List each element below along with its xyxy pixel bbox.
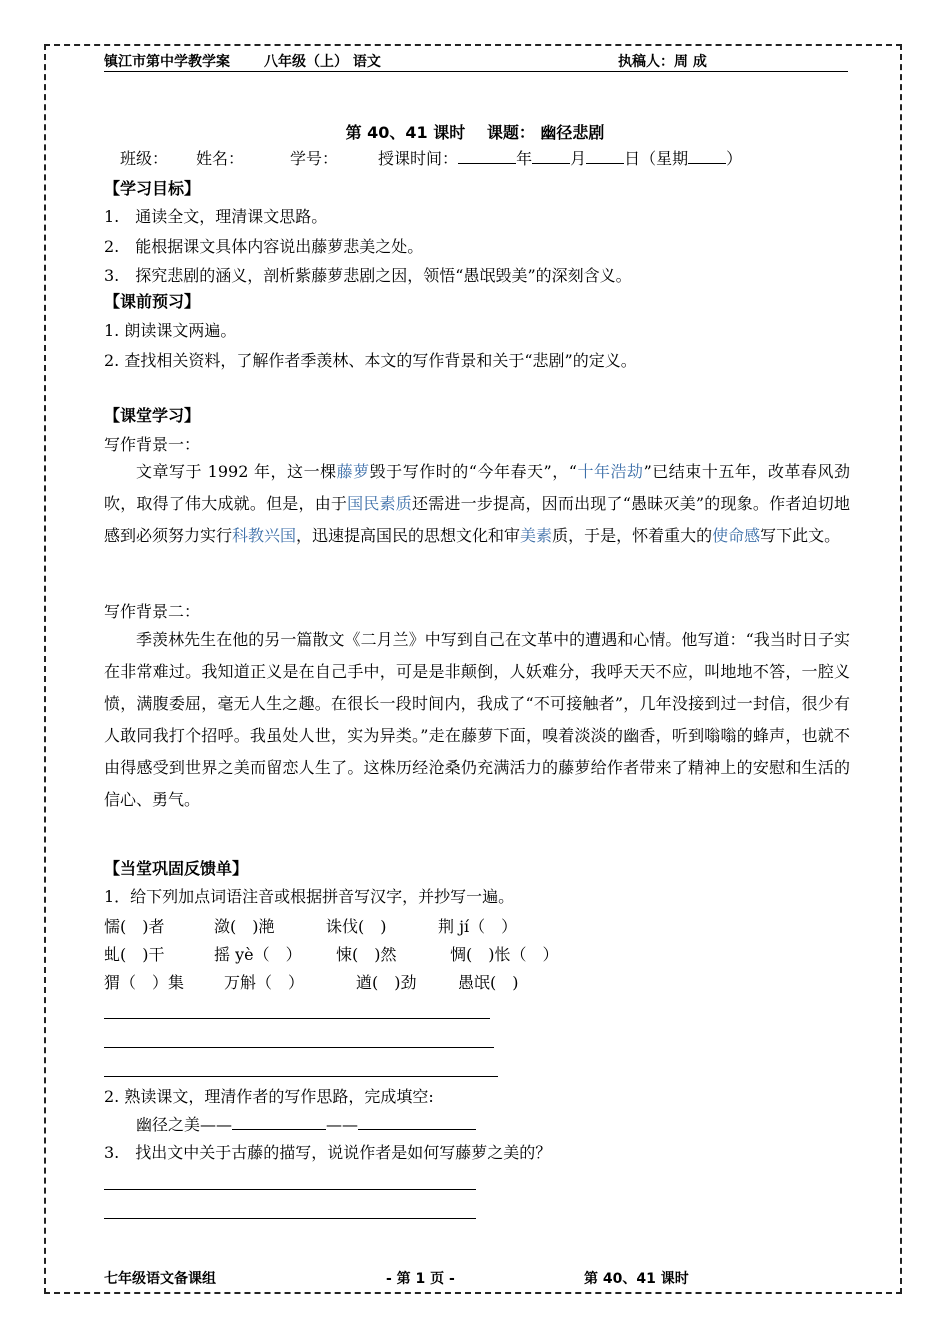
pinyin-row-1 [104, 916, 850, 938]
feedback-heading: 【当堂巩固反馈单】 [104, 859, 249, 878]
class-label: 班级： [120, 149, 169, 168]
background-one-text: 文章写于 1992 年，这一棵藤萝毁于写作时的“今年春天”，“十年浩劫”已结束十五年，改革春风劲吹，取得了伟大成就。但是，由于国民素质还需进一步提高，因而出现了“愚昧灭美”的现象。作者迫切地感到必须努力实行科教兴国，迅速提高国民的思想文化和审美素质，于是，怀着重大的使命感写下此文。 [104, 462, 850, 545]
pinyin-item[interactable]: 悚( )然 [336, 945, 397, 964]
pinyin-row-2 [104, 944, 850, 966]
footer-page-number: - 第 1 页 - [386, 1271, 455, 1287]
pinyin-item[interactable]: 懦( )者 [104, 917, 165, 936]
question-three: 3. 找出文中关于古藤的描写，说说作者是如何写藤萝之美的？ [104, 1143, 552, 1162]
pinyin-item[interactable]: 猬（ ）集 [104, 973, 185, 992]
background-two-label: 写作背景二： [104, 602, 201, 621]
pinyin-item[interactable]: 潋( )滟 [214, 917, 275, 936]
pinyin-item[interactable]: 愚氓( ) [458, 973, 519, 992]
fill-mid: —— [326, 1115, 359, 1134]
answer-line[interactable] [104, 1076, 498, 1077]
objective-item: 1. 通读全文，理清课文思路。 [104, 207, 328, 226]
pinyin-item[interactable]: 惆( )怅（ ） [450, 945, 559, 964]
month-label: 月 [570, 149, 587, 168]
answer-line[interactable] [104, 1047, 494, 1048]
preview-item: 2. 查找相关资料，了解作者季羡林、本文的写作背景和关于“悲剧”的定义。 [104, 351, 637, 370]
pinyin-item[interactable]: 万斛（ ） [224, 973, 305, 992]
time-label: 授课时间： [378, 149, 459, 168]
name-label: 姓名： [196, 149, 245, 168]
objective-item: 2. 能根据课文具体内容说出藤萝悲美之处。 [104, 237, 424, 256]
pinyin-item[interactable]: 荆 jí（ ） [438, 917, 518, 936]
answer-line[interactable] [104, 1189, 476, 1190]
day-blank[interactable] [586, 163, 624, 164]
background-one-label: 写作背景一： [104, 435, 201, 454]
question-one: 1．给下列加点词语注音或根据拼音写汉字，并抄写一遍。 [104, 887, 515, 906]
pinyin-item[interactable]: 虬( )干 [104, 945, 165, 964]
link-shimingan[interactable]: 使命感 [712, 526, 761, 545]
link-guomin-suzhi[interactable]: 国民素质 [347, 494, 412, 513]
pinyin-item[interactable]: 摇 yè（ ） [214, 945, 302, 964]
weekday-blank[interactable] [688, 163, 726, 164]
answer-line[interactable] [104, 1218, 476, 1219]
preview-item: 1. 朗读课文两遍。 [104, 321, 237, 340]
pinyin-item[interactable]: 诛伐( ) [326, 917, 387, 936]
objectives-heading: 【学习目标】 [104, 179, 201, 198]
year-blank[interactable] [458, 163, 516, 164]
question-two-fill [136, 1114, 476, 1136]
link-meisu[interactable]: 美素 [520, 526, 553, 545]
day-label: 日（星期 [624, 149, 689, 168]
month-blank[interactable] [532, 163, 570, 164]
id-label: 学号： [290, 149, 339, 168]
info-line [120, 148, 742, 170]
classroom-heading: 【课堂学习】 [104, 406, 201, 425]
header-grade-subject: 八年级（上） 语文 [264, 54, 381, 70]
fill-start: 幽径之美—— [136, 1115, 233, 1134]
page-title: 第 40、41 课时 课题： 幽径悲剧 [345, 123, 605, 142]
pinyin-row-3 [104, 972, 850, 994]
footer-period: 第 40、41 课时 [584, 1271, 689, 1287]
answer-line[interactable] [104, 1018, 490, 1019]
objective-item: 3. 探究悲剧的涵义，剖析紫藤萝悲剧之因，领悟“愚氓毁美”的深刻含义。 [104, 266, 632, 285]
link-shinian-haojie[interactable]: 十年浩劫 [576, 462, 644, 481]
fill-blank-2[interactable] [358, 1129, 476, 1130]
link-tengluo[interactable]: 藤萝 [336, 462, 370, 481]
link-kejiao-xingguo[interactable]: 科教兴国 [232, 526, 297, 545]
page-header [104, 50, 848, 72]
fill-blank-1[interactable] [232, 1129, 326, 1130]
header-author: 执稿人：周 成 [618, 54, 707, 70]
header-school: 镇江市第中学教学案 [104, 54, 230, 70]
footer-group: 七年级语文备课组 [104, 1271, 216, 1287]
pinyin-item[interactable]: 遒( )劲 [356, 973, 417, 992]
year-label: 年 [516, 149, 533, 168]
question-two: 2. 熟读课文，理清作者的写作思路，完成填空: [104, 1087, 434, 1106]
background-two-text: 季羡林先生在他的另一篇散文《二月兰》中写到自己在文革中的遭遇和心情。他写道：“我当时日子实在非常难过。我知道正义是在自己手中，可是是非颠倒，人妖难分，我呼天天不应，叫地地不答，一腔义愤，满腹委屈，毫无人生之趣。在很长一段时间内，我成了“不可接触者”，几年没接到过一封信，很少有人敢同我打个招呼。我虽处人世，实为异类。”走在藤萝下面，嗅着淡淡的幽香，听到嗡嗡的蜂声，也就不由得感受到世界之美而留恋人生了。这株历经沧桑仍充满活力的藤萝给作者带来了精神上的安慰和生活的信心、勇气。 [104, 630, 850, 809]
preview-heading: 【课前预习】 [104, 292, 201, 311]
close-paren: ） [726, 149, 743, 168]
